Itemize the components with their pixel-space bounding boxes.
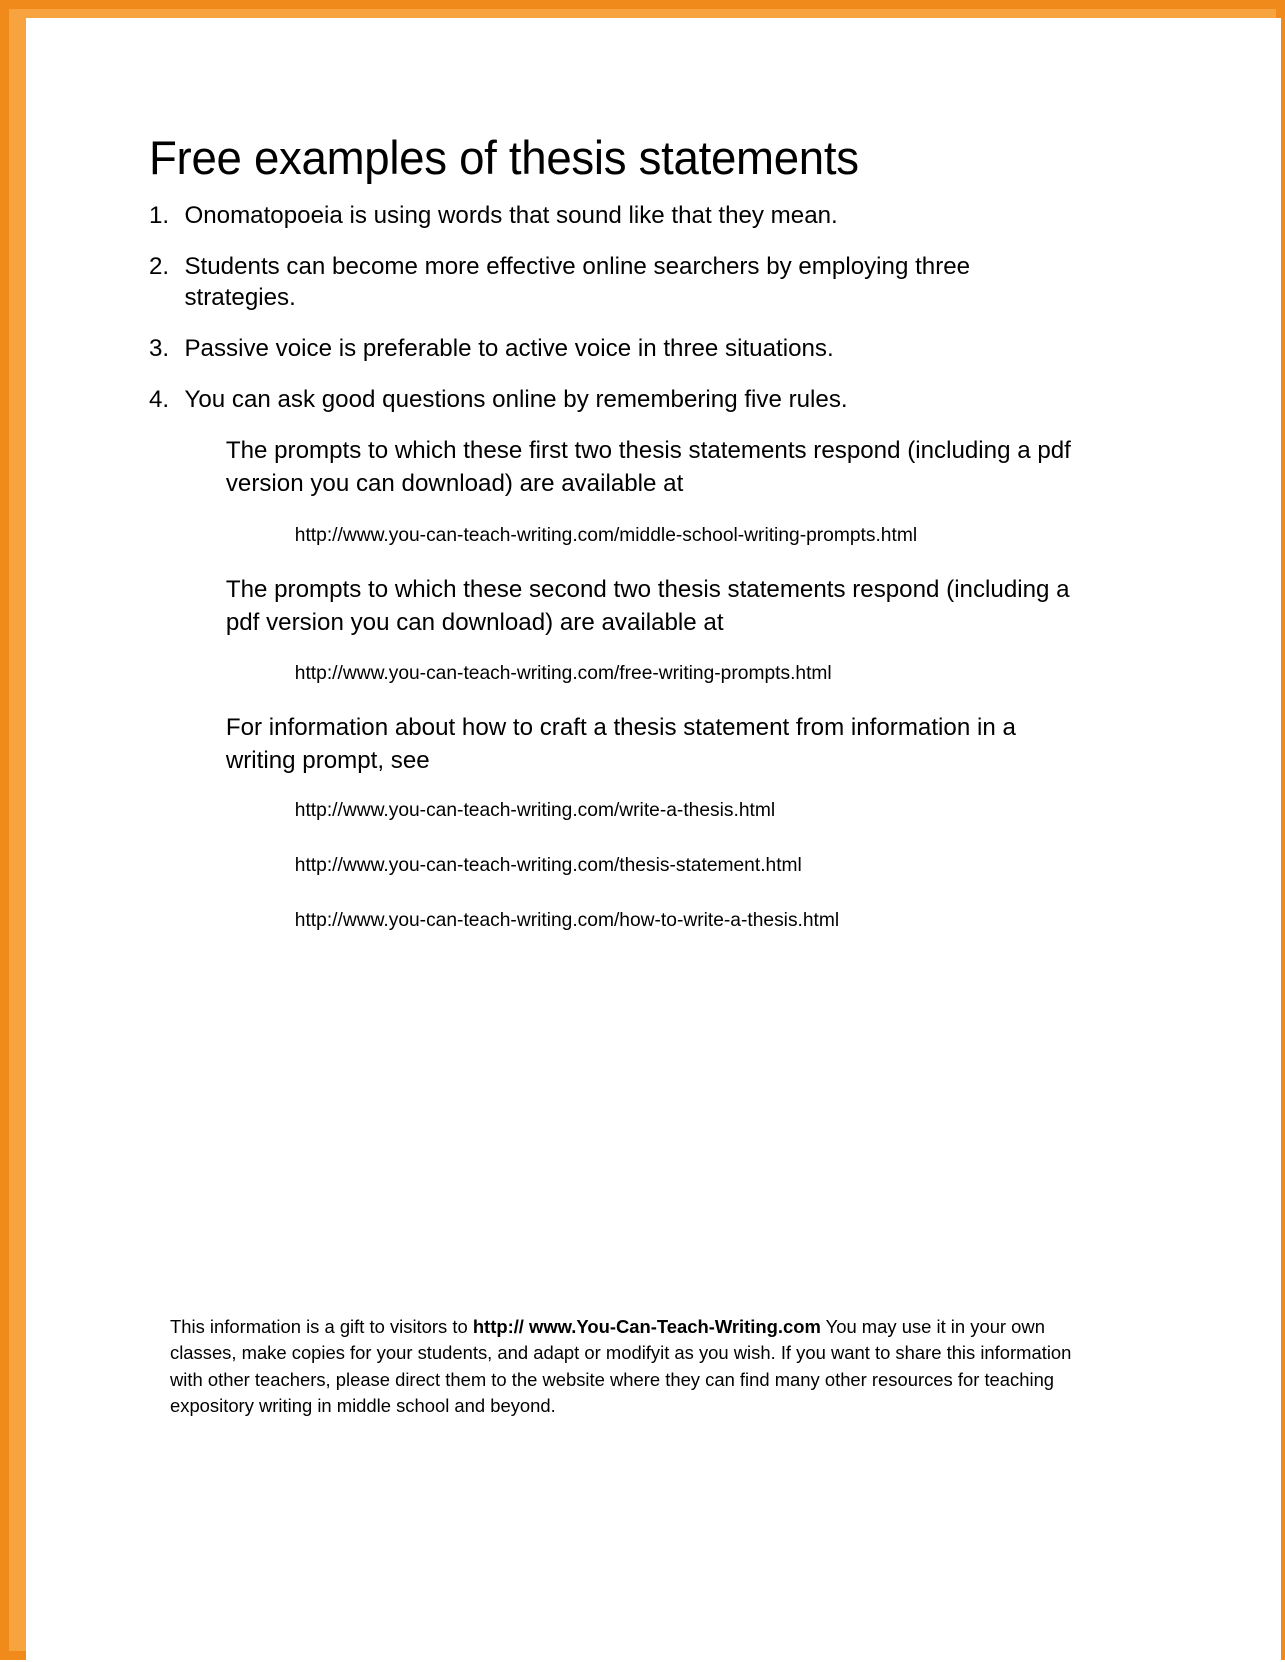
footer-site-name: http:// www.You-Can-Teach-Writing.com: [472, 1316, 821, 1337]
list-item-number: 1.: [149, 201, 170, 229]
list-item-text: Onomatopoeia is using words that sound like that they mean.: [184, 201, 838, 229]
list-item: [149, 333, 1085, 364]
resource-link-group: [149, 798, 1099, 934]
list-item: [149, 200, 1085, 231]
thesis-statement-list: [149, 200, 1099, 416]
section-lead-text: The prompts to which these first two thesis statements respond (including a pdf version you can download) are available at: [225, 437, 1071, 498]
section-lead-text: For information about how to craft a thesis statement from information in a writing prompt, see: [225, 714, 1016, 775]
resource-link[interactable]: http://www.you-can-teach-writing.com/how-to-write-a-thesis.html: [294, 909, 840, 932]
section-lead-text: The prompts to which these second two thesis statements respond (including a pdf version you can download) are available at: [225, 575, 1070, 636]
document-body: [149, 131, 1099, 964]
list-item-text: Passive voice is preferable to active voice in three situations.: [184, 335, 834, 363]
list-item-number: 4.: [149, 386, 170, 414]
page-title: Free examples of thesis statements: [149, 131, 859, 184]
footer-attribution-note: [170, 1314, 1086, 1420]
resource-link[interactable]: http://www.you-can-teach-writing.com/middle-school-writing-prompts.html: [294, 523, 918, 546]
footer-text-after: You may use it in your own classes, make copies for your students, and adapt or modifyit as you wish. If you want to share this information with other teachers, please direct them to the website where they can find many other resources for teaching expository writing in middle school and beyond.: [170, 1316, 1072, 1417]
list-item-text: You can ask good questions online by remembering five rules.: [184, 386, 848, 414]
list-item-number: 2.: [149, 253, 170, 281]
list-item-text: Students can become more effective online searchers by employing three strategies.: [184, 253, 971, 312]
resource-link[interactable]: http://www.you-can-teach-writing.com/write-a-thesis.html: [294, 798, 776, 821]
list-item: [149, 251, 1085, 313]
resource-link[interactable]: http://www.you-can-teach-writing.com/free-writing-prompts.html: [294, 662, 832, 685]
resource-link[interactable]: http://www.you-can-teach-writing.com/thesis-statement.html: [294, 853, 802, 876]
footer-text-before: This information is a gift to visitors to: [170, 1316, 473, 1337]
list-item-number: 3.: [149, 335, 170, 363]
document-page: [27, 19, 1280, 1662]
list-item: [149, 384, 1085, 415]
